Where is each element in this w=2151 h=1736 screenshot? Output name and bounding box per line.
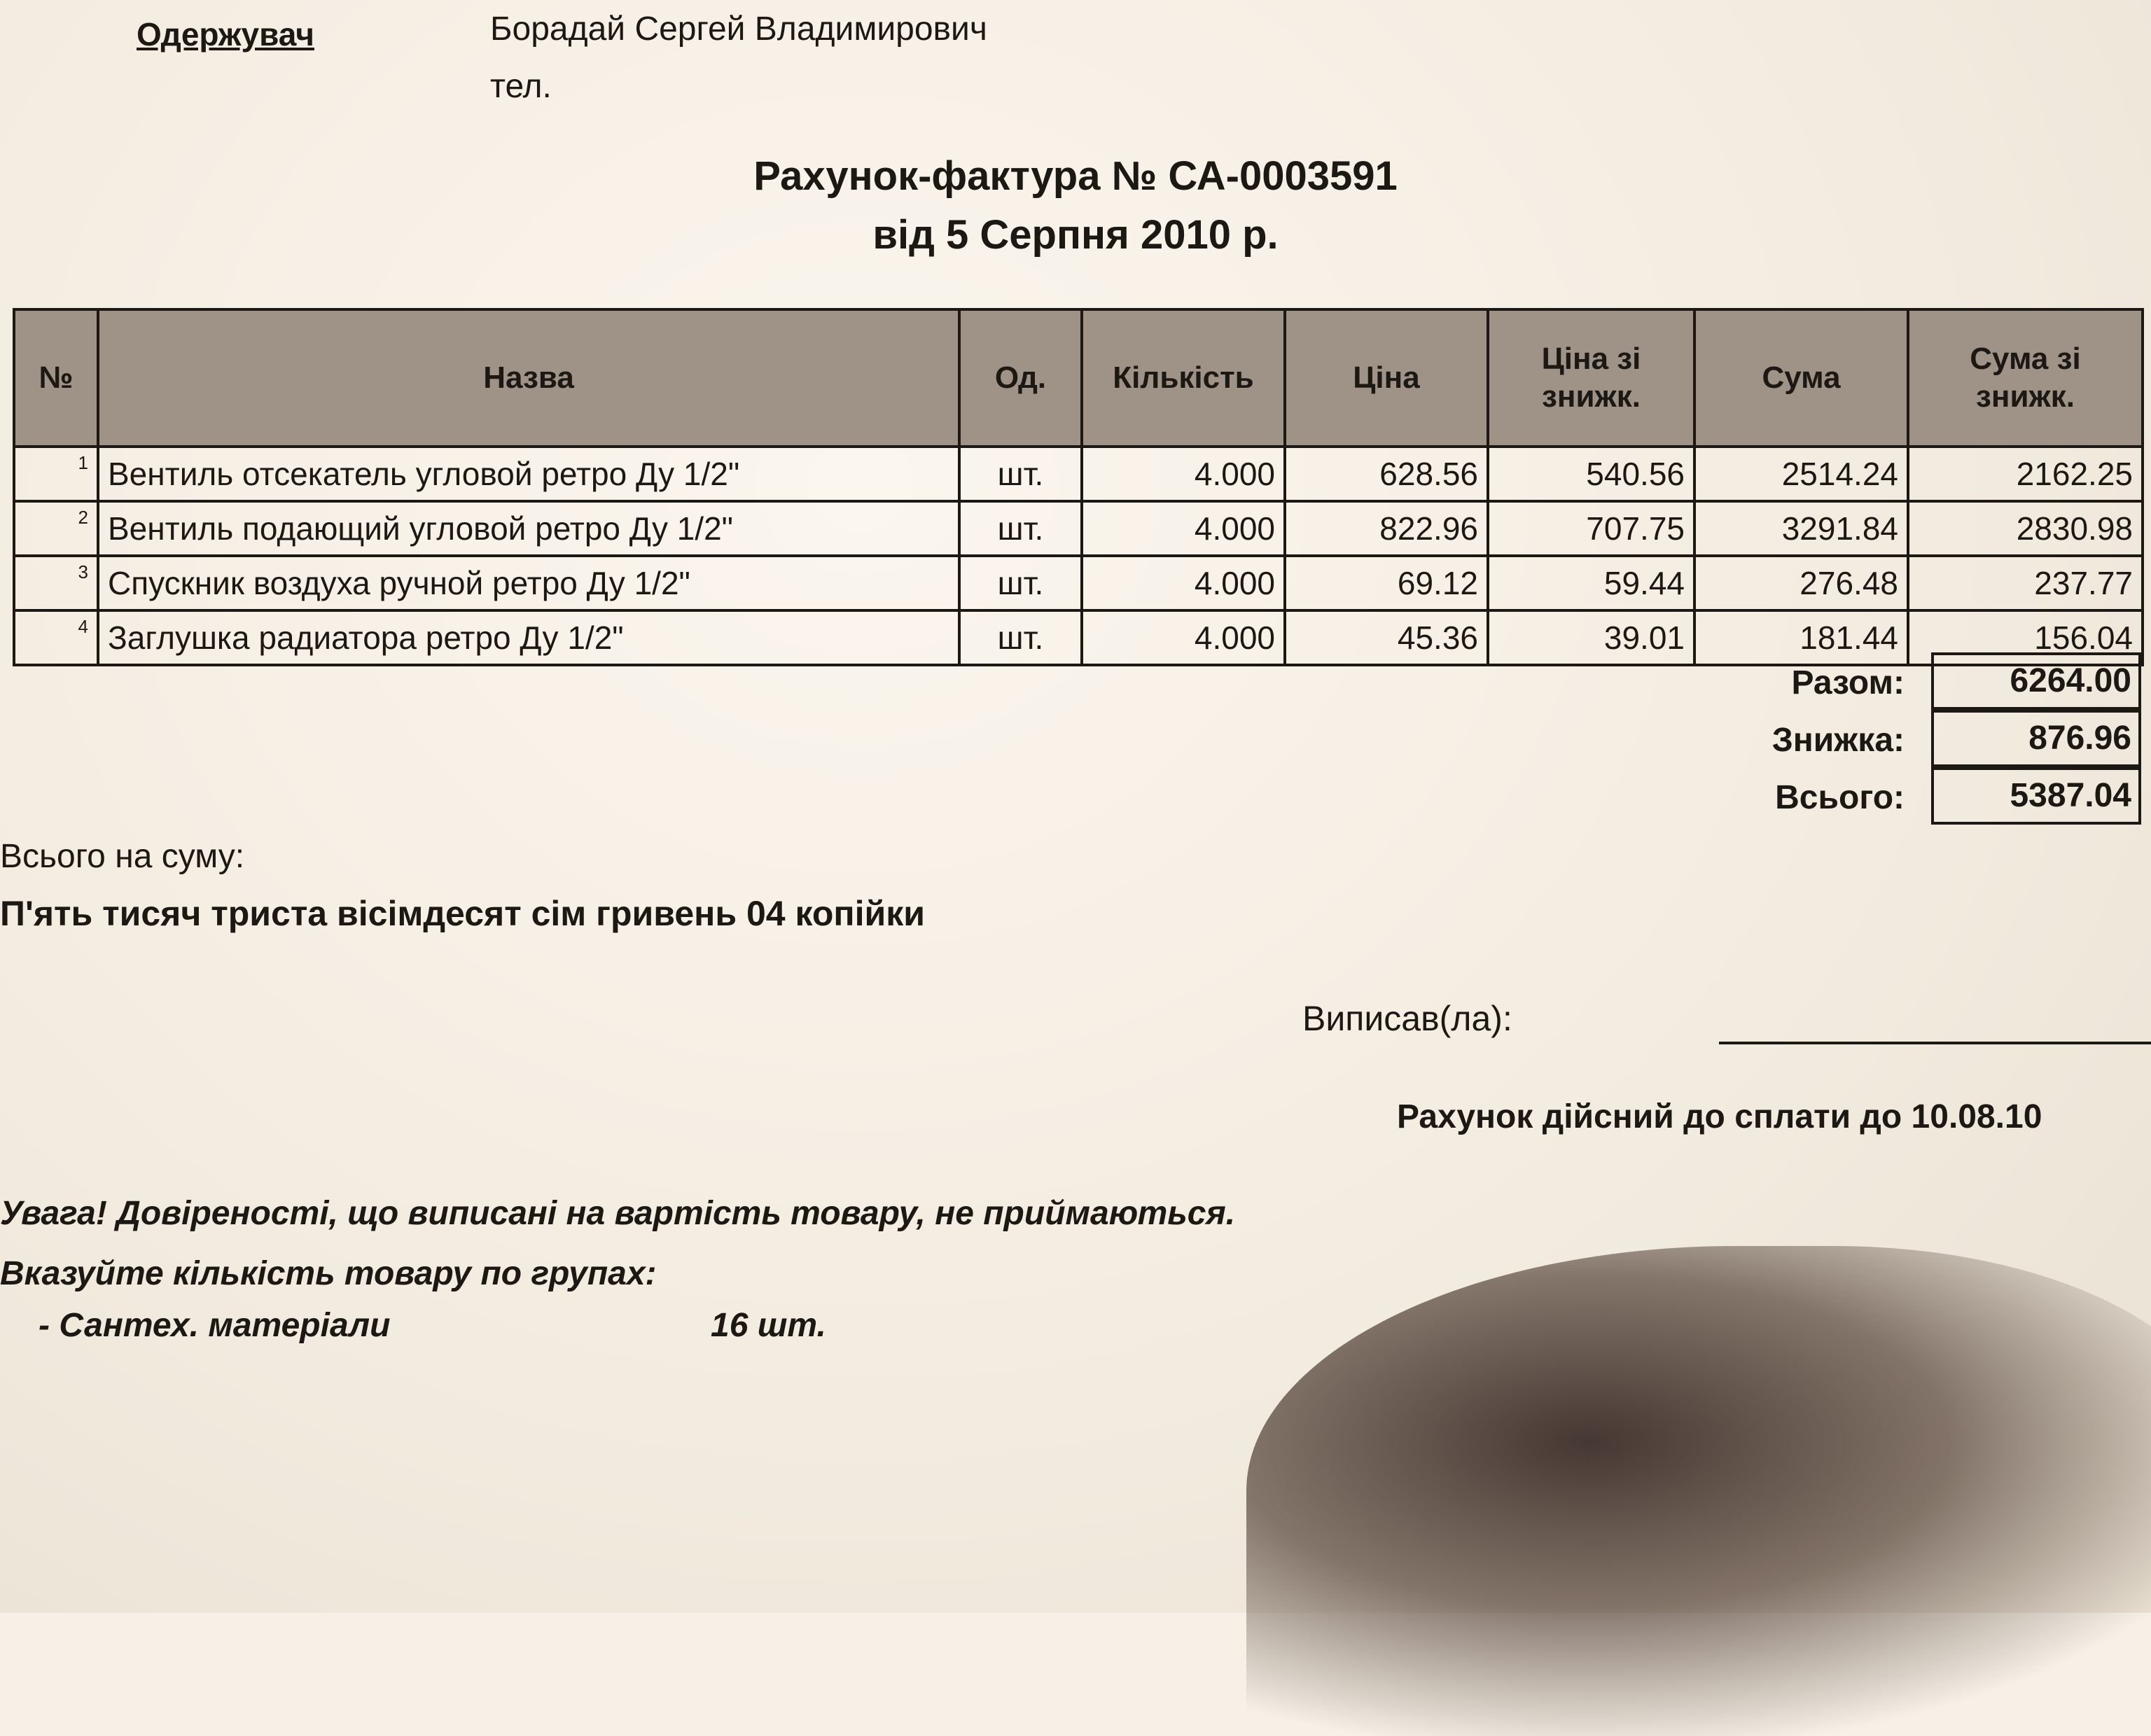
- header-no: №: [14, 309, 98, 447]
- invoice-title: Рахунок-фактура № СА-0003591: [753, 153, 1398, 199]
- row-price-discount: 39.01: [1488, 610, 1694, 665]
- recipient-label: Одержувач: [137, 16, 314, 52]
- row-sum: 181.44: [1694, 610, 1908, 665]
- row-unit: шт.: [959, 501, 1082, 556]
- header-sum: Сума: [1694, 309, 1908, 447]
- table-header-row: [14, 309, 2143, 447]
- row-price-discount: 59.44: [1488, 556, 1694, 610]
- recipient-tel-label: тел.: [490, 68, 552, 105]
- row-price: 628.56: [1285, 447, 1488, 501]
- row-qty: 4.000: [1082, 556, 1285, 610]
- row-price-discount: 707.75: [1488, 501, 1694, 556]
- row-price: 822.96: [1285, 501, 1488, 556]
- total-value: 5387.04: [1931, 767, 2141, 825]
- header-name: Назва: [98, 309, 959, 447]
- recipient-name: Борадай Сергей Владимирович: [490, 10, 987, 48]
- row-index: 2: [14, 501, 98, 556]
- discount-value: 876.96: [1931, 710, 2141, 767]
- header-price-discount: Ціна зі знижк.: [1488, 309, 1694, 447]
- row-sum: 276.48: [1694, 556, 1908, 610]
- signature-line: [1719, 1042, 2151, 1044]
- row-price-discount: 540.56: [1488, 447, 1694, 501]
- group-count: 16 шт.: [711, 1307, 826, 1344]
- groups-label: Вказуйте кількість товару по групах:: [0, 1255, 657, 1292]
- row-name: Вентиль отсекатель угловой ретро Ду 1/2": [98, 447, 959, 501]
- row-name: Спускник воздуха ручной ретро Ду 1/2": [98, 556, 959, 610]
- warning-note: Увага! Довіреності, що виписані на вартість товару, не приймаються.: [0, 1195, 1236, 1232]
- header-price: Ціна: [1285, 309, 1488, 447]
- valid-until: Рахунок дійсний до сплати до 10.08.10: [1397, 1098, 2042, 1135]
- row-qty: 4.000: [1082, 447, 1285, 501]
- table-row: [14, 610, 2143, 665]
- row-unit: шт.: [959, 556, 1082, 610]
- issued-by-label: Виписав(ла):: [1302, 999, 1512, 1038]
- row-qty: 4.000: [1082, 501, 1285, 556]
- subtotal-label: Разом:: [1791, 664, 1905, 701]
- row-index: 3: [14, 556, 98, 610]
- invoice-date: від 5 Серпня 2010 р.: [872, 212, 1279, 258]
- row-price: 45.36: [1285, 610, 1488, 665]
- subtotal-value: 6264.00: [1931, 652, 2141, 710]
- row-qty: 4.000: [1082, 610, 1285, 665]
- row-sum-discount: 156.04: [1908, 610, 2143, 665]
- row-index: 4: [14, 610, 98, 665]
- table-row: [14, 501, 2143, 556]
- discount-label: Знижка:: [1771, 722, 1905, 759]
- header-qty: Кількість: [1082, 309, 1285, 447]
- row-sum: 2514.24: [1694, 447, 1908, 501]
- group-name: - Сантех. матеріали: [39, 1307, 391, 1344]
- sum-in-words: П'ять тисяч триста вісімдесят сім гривень 04 копійки: [0, 894, 925, 933]
- row-index: 1: [14, 447, 98, 501]
- header-sum-discount: Сума зі знижк.: [1908, 309, 2143, 447]
- row-name: Заглушка радиатора ретро Ду 1/2": [98, 610, 959, 665]
- items-table: [13, 308, 2144, 666]
- row-unit: шт.: [959, 447, 1082, 501]
- row-unit: шт.: [959, 610, 1082, 665]
- header-unit: Од.: [959, 309, 1082, 447]
- table-row: [14, 447, 2143, 501]
- row-sum: 3291.84: [1694, 501, 1908, 556]
- row-name: Вентиль подающий угловой ретро Ду 1/2": [98, 501, 959, 556]
- sum-in-words-label: Всього на суму:: [0, 838, 245, 875]
- row-sum-discount: 2830.98: [1908, 501, 2143, 556]
- total-label: Всього:: [1775, 779, 1905, 816]
- table-row: [14, 556, 2143, 610]
- row-sum-discount: 237.77: [1908, 556, 2143, 610]
- row-price: 69.12: [1285, 556, 1488, 610]
- row-sum-discount: 2162.25: [1908, 447, 2143, 501]
